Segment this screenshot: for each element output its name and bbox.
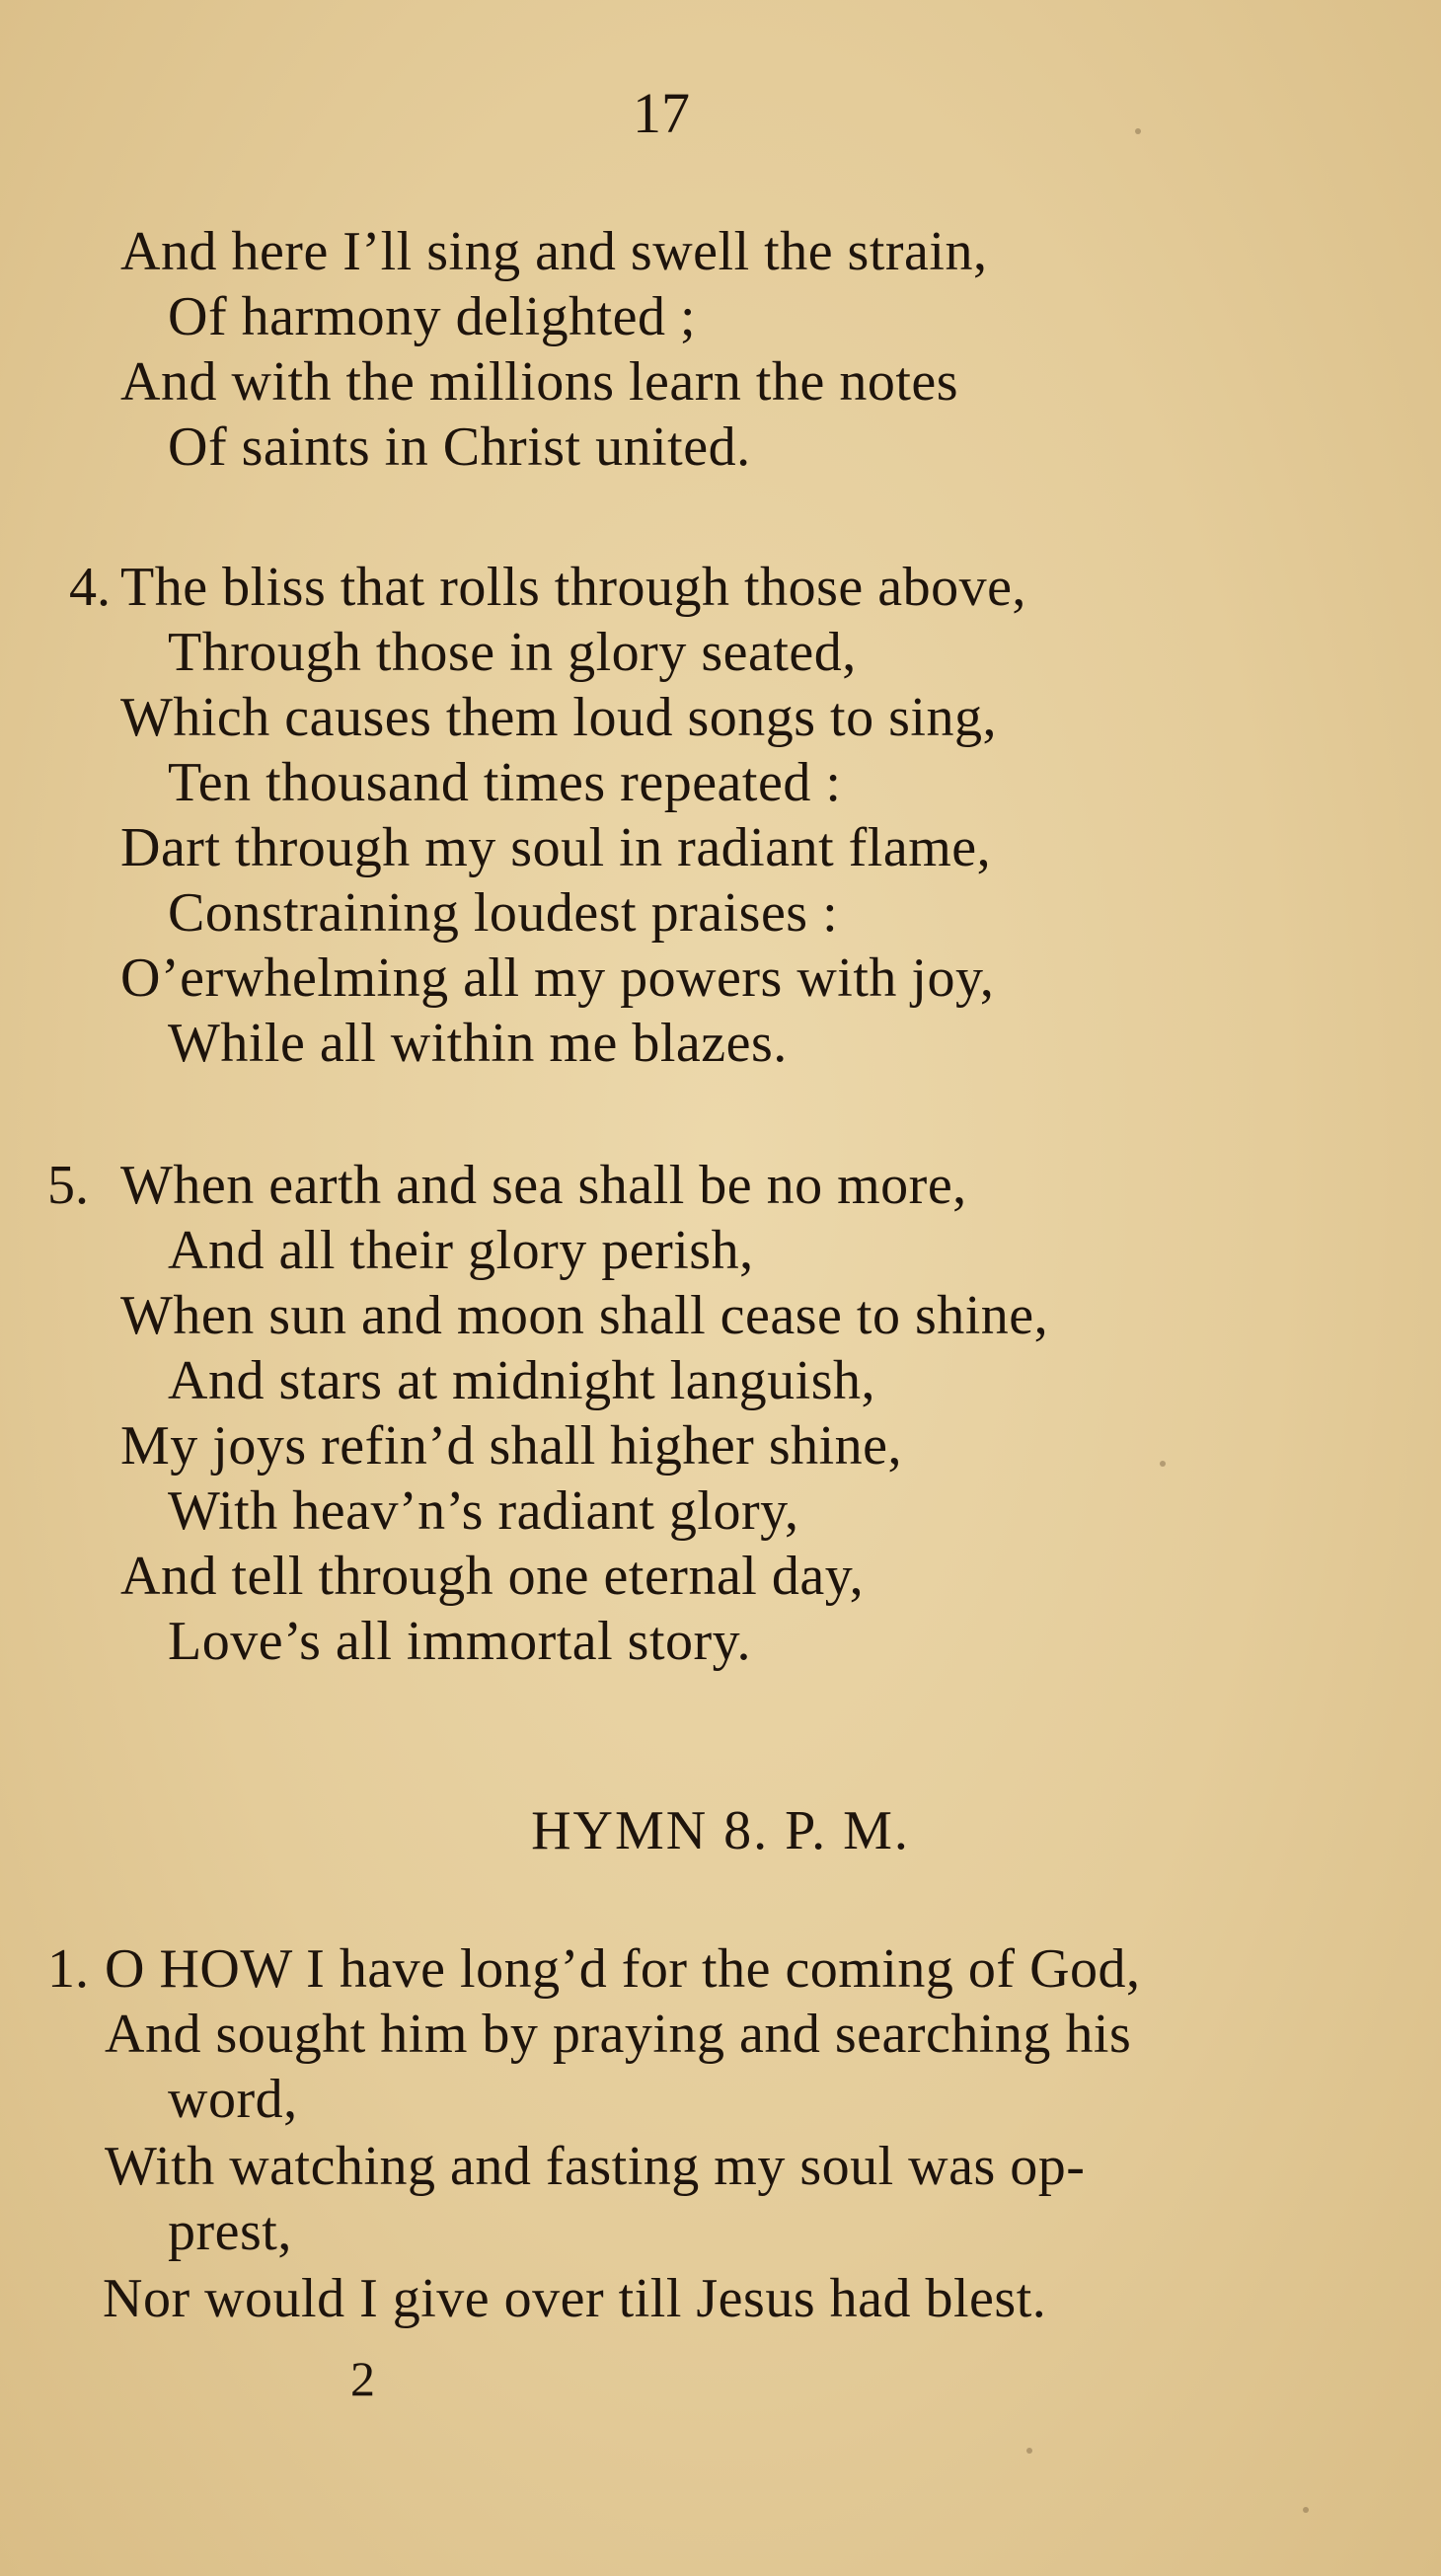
stanza-number: 5.: [47, 1155, 89, 1216]
verse-line: When earth and sea shall be no more,: [120, 1155, 967, 1216]
verse-line: And with the millions learn the notes: [120, 351, 959, 413]
stanza-number: 4.: [69, 557, 111, 618]
verse-line: Nor would I give over till Jesus had blest.: [103, 2268, 1047, 2329]
verse-line: O’erwhelming all my powers with joy,: [120, 947, 995, 1009]
verse-line: Love’s all immortal story.: [168, 1611, 752, 1672]
verse-line: And all their glory perish,: [168, 1220, 754, 1281]
verse-line: And tell through one eternal day,: [120, 1546, 865, 1607]
verse-line: And stars at midnight languish,: [168, 1350, 876, 1411]
verse-line: Dart through my soul in radiant flame,: [120, 817, 992, 878]
paper-speck: [1026, 2448, 1032, 2454]
verse-line: And sought him by praying and searching his: [105, 2004, 1132, 2065]
verse-line: Constraining loudest praises :: [168, 882, 839, 944]
stanza-number: 1.: [47, 1938, 89, 2000]
verse-line: My joys refin’d shall higher shine,: [120, 1415, 903, 1477]
verse-line: prest,: [168, 2201, 292, 2262]
paper-speck: [1160, 1461, 1166, 1467]
verse-line: While all within me blazes.: [168, 1013, 788, 1074]
verse-line: Through those in glory seated,: [168, 622, 857, 683]
verse-line: When sun and moon shall cease to shine,: [120, 1285, 1049, 1346]
hymn-heading: HYMN 8. P. M.: [531, 1800, 910, 1861]
verse-line: Of harmony delighted ;: [168, 286, 697, 347]
verse-line: With heav’n’s radiant glory,: [168, 1480, 799, 1542]
verse-line: Ten thousand times repeated :: [168, 752, 842, 813]
verse-line: O HOW I have long’d for the coming of God,: [105, 1938, 1141, 2000]
paper-speck: [1303, 2507, 1309, 2513]
paper-speck: [1135, 128, 1141, 134]
signature-mark: 2: [350, 2351, 375, 2406]
verse-line: Of saints in Christ united.: [168, 417, 751, 478]
verse-line: word,: [168, 2069, 298, 2130]
page-number: 17: [633, 81, 690, 145]
verse-line: The bliss that rolls through those above,: [120, 557, 1026, 618]
verse-line: And here I’ll sing and swell the strain,: [120, 221, 988, 282]
verse-line: With watching and fasting my soul was op-: [105, 2136, 1086, 2197]
verse-line: Which causes them loud songs to sing,: [120, 687, 997, 748]
